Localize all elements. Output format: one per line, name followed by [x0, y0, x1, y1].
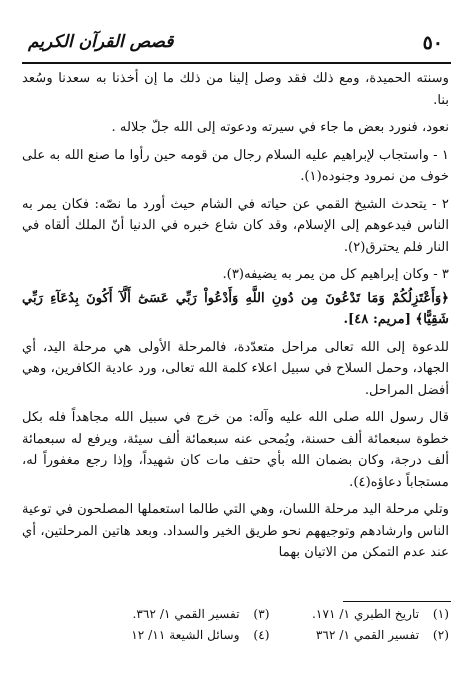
footnote-item	[270, 604, 450, 625]
footnote-item	[90, 604, 270, 625]
page-number: ٥٠	[422, 32, 443, 54]
paragraph-5: ٣ - وكان إبراهيم كل من يمر به يضيفه(٣).	[222, 267, 449, 282]
footnote-separator	[343, 601, 451, 602]
quran-verse: ﴿وَأَعْتَزِلُكُمْ وَمَا تَدْعُونَ مِن دُونِ اللَّهِ وَأَدْعُواْ رَبِّي عَسَىٰٓ أَلَّآ أَكُونَ بِدُعَآءِ رَبِّي شَقِيًّا﴾ [مريم: ٤٨].	[22, 290, 449, 327]
footnote-text: تفسير القمي ١/ ٣٦٢.	[132, 607, 240, 621]
footnote-number: (٤)	[253, 628, 270, 642]
paragraph-7: قال رسول الله صلى الله عليه وآله: من خرج في سبيل الله مجاهداً فله بكل خطوة سبعمائة ألف حسنة، ويُمحى عنه سبعمائة ألف سيئة، ويرفع له سبعمائة ألف درجة، وكان بضمان الله بأي حتف مات كان شهيداً، وإذا رجع مغفوراً له، مستجاباً دعاؤه(٤).	[22, 410, 449, 490]
paragraph-3: ١ - واستجاب لإبراهيم عليه السلام رجال من قومه حين رأوا ما صنع الله به على خوف من نمرود وجنوده(١).	[22, 147, 449, 184]
footnote-item	[270, 625, 450, 646]
paragraph-4: ٢ - يتحدث الشيخ القمي عن حياته في الشام حيث أورد ما نصّه: فكان يمر به الناس فيدعوهم إلى الإسلام، وقد كان شاع خبره في الدنيا أنّ الملك ألقاه في النار فلم يحترق(٢).	[22, 196, 449, 255]
running-title: قصص القرآن الكريم	[28, 32, 174, 52]
footnote-number: (٣)	[253, 607, 270, 621]
footnote-row	[90, 604, 449, 625]
paragraph-8: وتلي مرحلة اليد مرحلة اللسان، وهي التي طالما استعملها المصلحون في توعية الناس وارشادهم وتوجيههم نحو طريق الخير والسداد. وبعد هاتين المرحلتين، أي عند عدم التمكن من الاتيان بهما	[22, 502, 449, 560]
footnote-text: تاريخ الطبري ١/ ١٧١.	[312, 607, 420, 621]
footnote-item	[90, 625, 270, 646]
footnote-row	[90, 625, 449, 646]
footnote-number: (١)	[432, 607, 449, 621]
footnotes	[90, 604, 449, 646]
paragraph-2: نعود، فنورد بعض ما جاء في سيرته ودعوته إلى الله جلّ جلاله .	[111, 120, 449, 135]
page-body	[22, 68, 449, 570]
footnote-number: (٢)	[432, 628, 449, 642]
footnote-text: وسائل الشيعة ١١/ ١٢	[131, 628, 240, 642]
paragraph-6: للدعوة إلى الله تعالى مراحل متعدّدة، فالمرحلة الأولى هي مرحلة اليد، أي الجهاد، وحمل السلاح في سبيل اعلاء كلمة الله تعالى، ورد عادية الكافرين، وهي أفضل المراحل.	[22, 339, 449, 398]
page-header	[22, 28, 451, 64]
footnote-text: تفسير القمي ١/ ٣٦٢	[315, 628, 420, 642]
paragraph-1: وسنته الحميدة، ومع ذلك فقد وصل إلينا من ذلك ما إن أخذنا به سعدنا وسُعد بنا.	[22, 71, 449, 108]
